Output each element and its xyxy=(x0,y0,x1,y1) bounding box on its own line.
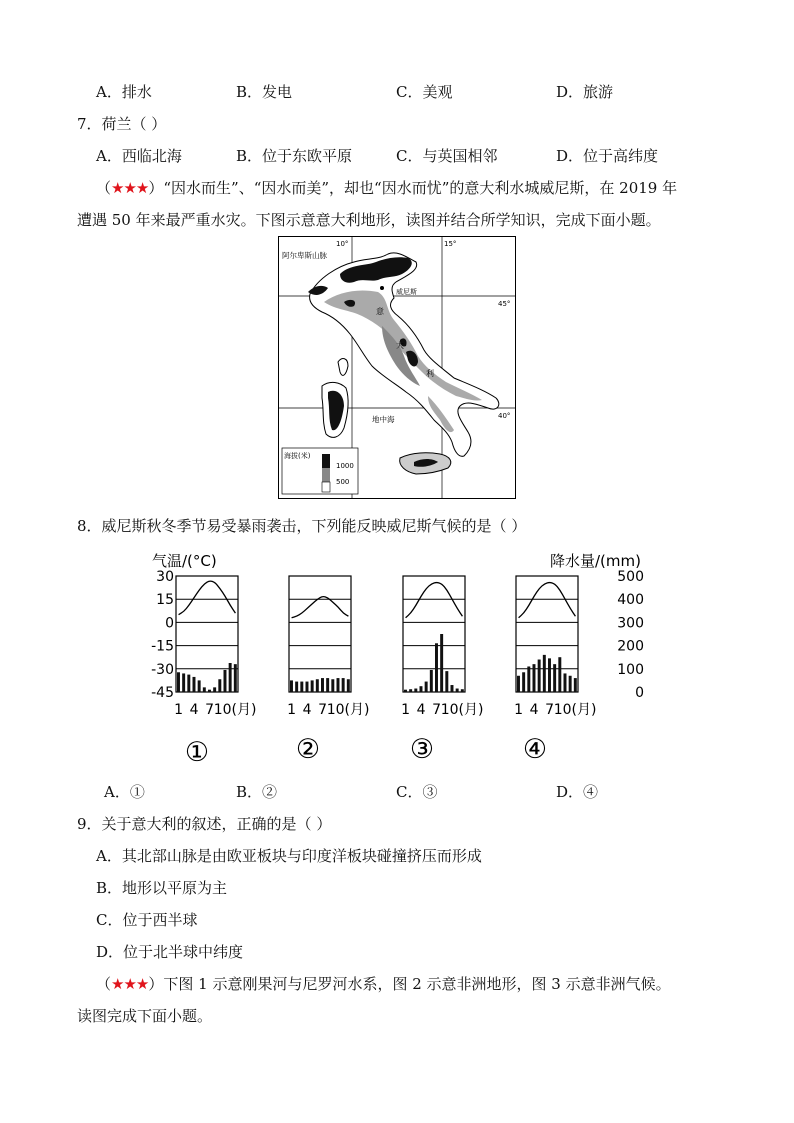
intro2-line2: 读图完成下面小题。 xyxy=(77,1007,213,1025)
month-tick-label: 1 xyxy=(174,702,184,718)
month-tick-label: 1 xyxy=(287,702,297,718)
lon-label-10: 10° xyxy=(336,240,349,248)
precip-bar xyxy=(326,678,329,692)
venice-label: 威尼斯 xyxy=(396,288,417,296)
precip-bar xyxy=(461,689,464,692)
precip-bar xyxy=(187,675,190,692)
legend-title: 海拔(米) xyxy=(284,452,311,460)
month-tick-label: 4 xyxy=(302,702,312,718)
precip-bar xyxy=(311,680,314,692)
chart-number-label: ① xyxy=(184,737,210,768)
precip-tick-label: 500 xyxy=(617,569,644,585)
month-tick-label: 7 xyxy=(545,702,555,718)
alps-label: 阿尔卑斯山脉 xyxy=(282,251,327,260)
precip-bar xyxy=(451,685,454,692)
q9-option-a: A．其北部山脉是由欧亚板块与印度洋板块碰撞挤压而形成 xyxy=(96,847,482,865)
precip-bar xyxy=(203,687,206,692)
precip-bar xyxy=(414,689,417,692)
lon-label-15: 15° xyxy=(444,240,457,248)
precip-bar xyxy=(193,677,196,692)
precip-bar xyxy=(229,663,232,692)
precip-bar xyxy=(337,678,340,692)
month-tick-label: 10(月) xyxy=(553,702,597,718)
precip-bar xyxy=(553,664,556,692)
month-tick-label: 4 xyxy=(189,702,199,718)
venice-marker xyxy=(380,286,384,290)
climate-chart-2 xyxy=(287,576,369,765)
climate-chart-1 xyxy=(174,576,256,768)
q7-option-b: B．位于东欧平原 xyxy=(236,147,353,165)
precip-bar xyxy=(522,672,525,692)
precip-bar xyxy=(316,679,319,692)
month-tick-label: 4 xyxy=(529,702,539,718)
chart-frame xyxy=(289,576,351,692)
precip-bar xyxy=(177,672,180,692)
q8-stem: 8．威尼斯秋冬季节易受暴雨袭击，下列能反映威尼斯气候的是（ ） xyxy=(77,517,527,535)
q7-option-d: D．位于高纬度 xyxy=(556,147,659,165)
q8-option-b: B．② xyxy=(236,783,278,801)
precip-bar xyxy=(224,670,227,692)
precip-bar xyxy=(445,671,448,692)
temp-tick-label: -30 xyxy=(151,661,174,678)
precip-bar xyxy=(538,660,541,692)
month-tick-label: 7 xyxy=(432,702,442,718)
q9-stem: 9．关于意大利的叙述，正确的是（ ） xyxy=(77,815,332,833)
precip-tick-label: 200 xyxy=(617,638,644,655)
q8-option-a: A．① xyxy=(104,783,145,801)
chart-number-label: ② xyxy=(295,734,321,765)
temp-tick-label: 30 xyxy=(156,569,174,585)
precip-bar xyxy=(430,670,433,692)
temp-tick-label: -15 xyxy=(151,638,174,655)
chart-frame xyxy=(403,576,465,692)
month-tick-label: 1 xyxy=(401,702,411,718)
precip-bar xyxy=(213,687,216,692)
legend-swatch-mid xyxy=(322,468,330,482)
precip-bar xyxy=(569,676,572,692)
intro2-line1: （★★★）下图 1 示意刚果河与尼罗河水系，图 2 示意非洲地形，图 3 示意非洲气候。 xyxy=(96,975,671,993)
q9-option-d: D．位于北半球中纬度 xyxy=(96,943,244,961)
intro1-line2: 遭遇 50 年来最严重水灾。下图示意意大利地形，读图并结合所学知识，完成下面小题。 xyxy=(77,211,661,229)
precip-bar xyxy=(290,680,293,692)
climate-chart-4 xyxy=(514,576,596,765)
precip-bar xyxy=(234,664,237,692)
month-tick-label: 10(月) xyxy=(440,702,484,718)
q9-option-c: C．位于西半球 xyxy=(96,911,198,929)
chart-number-label: ③ xyxy=(409,734,435,765)
country-char-3: 利 xyxy=(426,369,434,378)
legend-swatch-low xyxy=(322,482,330,492)
precip-bar xyxy=(558,657,561,692)
chart-frame xyxy=(516,576,578,692)
sea-label: 地中海 xyxy=(372,415,395,424)
q6-option-c: C．美观 xyxy=(396,83,453,101)
precip-bar xyxy=(564,673,567,692)
temp-axis-label: 气温/(°C) xyxy=(152,552,217,570)
country-char-1: 意 xyxy=(376,307,384,316)
precip-tick-label: 0 xyxy=(635,685,644,701)
country-char-2: 大 xyxy=(396,341,404,350)
precip-bar xyxy=(543,655,546,692)
month-tick-label: 1 xyxy=(514,702,524,718)
q8-option-c: C．③ xyxy=(396,783,438,801)
lat-label-40: 40° xyxy=(498,412,511,420)
precip-bar xyxy=(425,682,428,692)
intro1-line1: （★★★）“因水而生”、“因水而美”，却也“因水而忧”的意大利水城威尼斯，在 2019 年 xyxy=(96,179,678,197)
precip-bar xyxy=(331,679,334,692)
precip-bar xyxy=(409,689,412,692)
month-tick-label: 4 xyxy=(416,702,426,718)
month-tick-label: 10(月) xyxy=(326,702,370,718)
precip-bar xyxy=(420,686,423,692)
legend-value-1000: 1000 xyxy=(336,462,354,470)
q9-option-b: B．地形以平原为主 xyxy=(96,879,228,897)
italy-terrain-map xyxy=(278,236,516,499)
q7-option-a: A．西临北海 xyxy=(96,147,182,165)
difficulty-stars-2: ★★★ xyxy=(111,975,149,993)
q6-option-d: D．旅游 xyxy=(556,83,614,101)
precip-bar xyxy=(527,666,530,692)
q6-option-a: A．排水 xyxy=(96,83,152,101)
precip-bar xyxy=(182,673,185,692)
precip-bar xyxy=(435,643,438,692)
precip-bar xyxy=(404,690,407,692)
precip-bar xyxy=(533,664,536,692)
month-tick-label: 7 xyxy=(318,702,328,718)
precip-bar xyxy=(300,682,303,692)
temp-tick-label: 0 xyxy=(165,615,174,632)
precip-bar xyxy=(342,678,345,692)
precip-bar xyxy=(198,680,201,692)
precip-bar xyxy=(208,690,211,692)
q6-option-b: B．发电 xyxy=(236,83,293,101)
precip-bar xyxy=(218,679,221,692)
q7-stem: 7．荷兰（ ） xyxy=(77,115,167,133)
q7-option-c: C．与英国相邻 xyxy=(396,147,498,165)
precip-axis-label: 降水量/(mm) xyxy=(550,552,641,570)
legend-swatch-high xyxy=(322,454,330,468)
precip-bar xyxy=(517,676,520,692)
temp-tick-label: -45 xyxy=(151,685,174,701)
temp-tick-label: 15 xyxy=(156,592,174,609)
climate-chart-3 xyxy=(401,576,483,765)
precip-bar xyxy=(456,689,459,692)
month-tick-label: 10(月) xyxy=(213,702,257,718)
precip-tick-label: 300 xyxy=(617,615,644,632)
precip-bar xyxy=(347,679,350,692)
precip-tick-label: 400 xyxy=(617,592,644,609)
precip-bar xyxy=(574,678,577,692)
lat-label-45: 45° xyxy=(498,300,511,308)
q8-option-d: D．④ xyxy=(556,783,599,801)
precip-bar xyxy=(306,682,309,692)
precip-bar xyxy=(295,682,298,692)
precip-bar xyxy=(548,658,551,692)
precip-bar xyxy=(440,634,443,692)
legend-value-500: 500 xyxy=(336,478,350,486)
difficulty-stars: ★★★ xyxy=(111,179,149,197)
precip-tick-label: 100 xyxy=(617,661,644,678)
month-tick-label: 7 xyxy=(205,702,215,718)
precip-bar xyxy=(321,678,324,692)
climate-charts xyxy=(140,546,660,776)
chart-number-label: ④ xyxy=(522,734,548,765)
